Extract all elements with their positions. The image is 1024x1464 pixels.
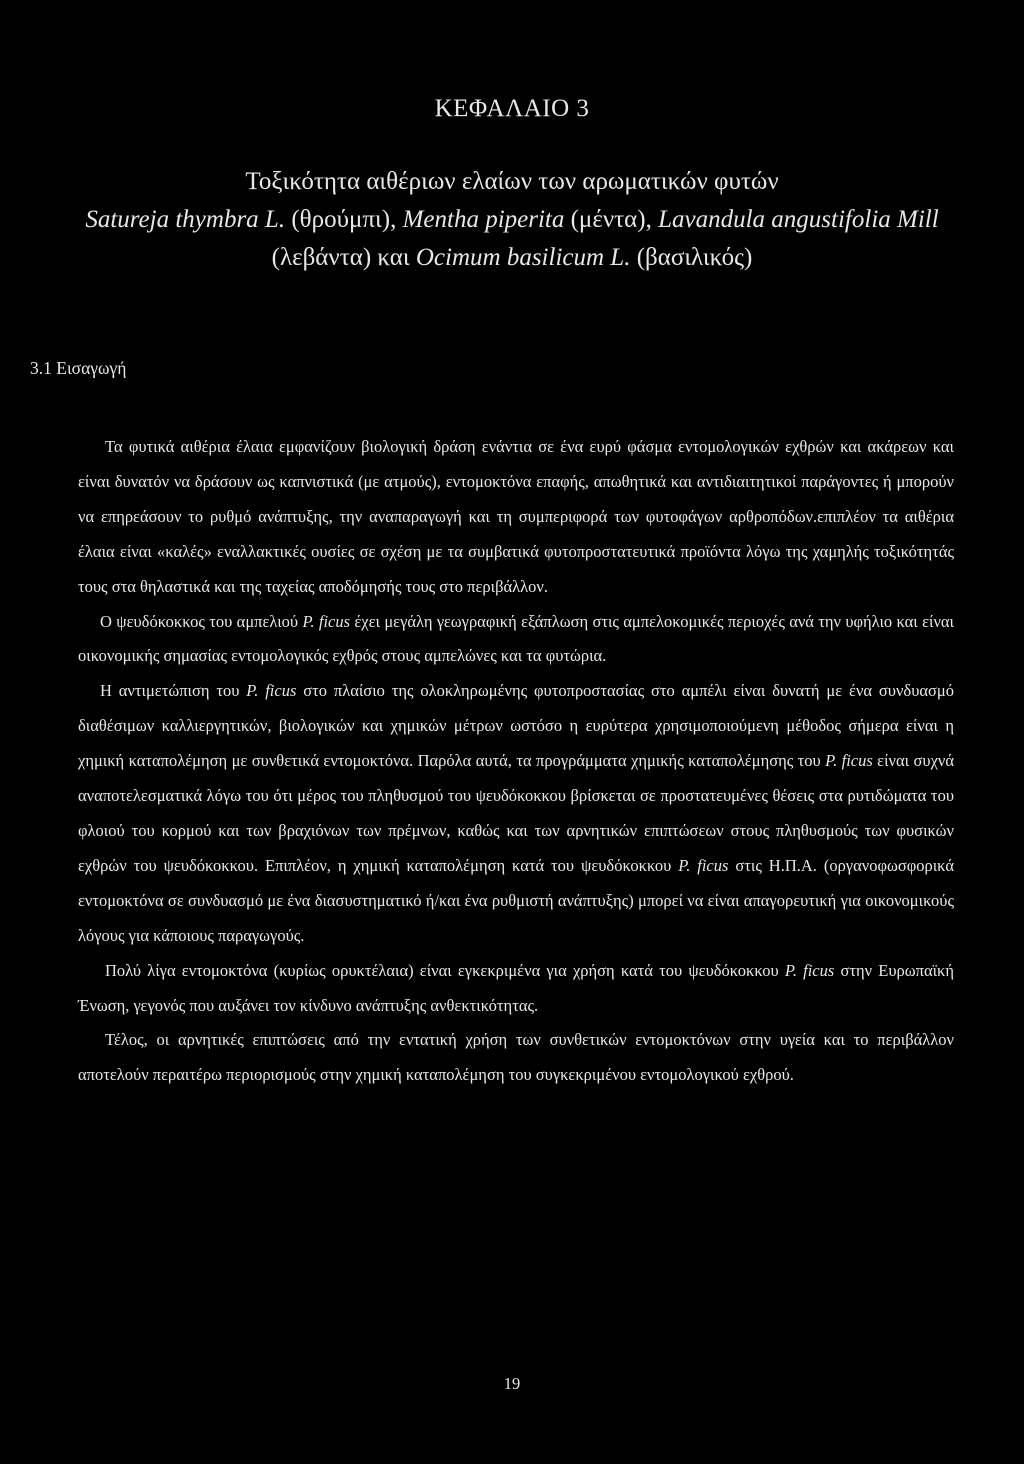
- chapter-title-text: Τοξικότητα αιθέριων ελαίων των αρωματικών φυτών: [245, 168, 779, 195]
- species-name: P. ficus: [246, 681, 297, 701]
- species-name: P. ficus: [302, 611, 351, 631]
- chapter-title-text: (μέντα),: [564, 206, 659, 233]
- chapter-title-text: (λεβάντα) και: [271, 244, 416, 271]
- chapter-title-text: (βασιλικός): [630, 244, 753, 271]
- paragraph-text: Πολύ λίγα εντομοκτόνα (κυρίως ορυκτέλαια) είναι εγκεκριμένα για χρήση κατά του ψευδόκοκκου: [105, 960, 785, 980]
- species-name: Ocimum basilicum L.: [415, 244, 631, 271]
- species-name: P. ficus: [678, 855, 729, 875]
- paragraph-text: στις Η.Π.Α. (οργανοφωσφορικά εντομοκτόνα σε συνδυασμό με ένα διασυστηματικό ή/και ένα ρυθμιστή ανάπτυξης) μπορεί να είναι απαγορευτική για οικονομικούς λόγους για κάποιους παραγωγούς.: [78, 855, 954, 945]
- chapter-title: [60, 163, 964, 277]
- chapter-heading: ΚΕΦΑΛΑΙΟ 3: [434, 95, 590, 122]
- chapter-title-text: (θρούμπι),: [285, 206, 403, 233]
- page-number: 19: [503, 1374, 521, 1393]
- paragraph-text: Η αντιμετώπιση του: [100, 681, 247, 701]
- species-name: P. ficus: [825, 751, 873, 771]
- paragraph: Τέλος, οι αρνητικές επιπτώσεις από την εντατική χρήση των συνθετικών εντομοκτόνων στην υγεία και το περιβάλλον αποτελούν περαιτέρω περιορισμούς στην χημική καταπολέμηση του συγκεκριμένου εντομολογικού εχθρού.: [78, 1030, 954, 1085]
- paragraph-text: Ο ψευδόκοκκος του αμπελιού: [100, 611, 303, 631]
- paragraph-text: στην Ευρωπαϊκή Ένωση, γεγονός που αυξάνει τον κίνδυνο ανάπτυξης ανθεκτικότητας.: [78, 960, 954, 1015]
- paragraph: Τα φυτικά αιθέρια έλαια εμφανίζουν βιολογική δράση ενάντια σε ένα ευρύ φάσμα εντομολογικών εχθρών και ακάρεων και είναι δυνατόν να δράσουν ως καπνιστικά (με ατμούς), εντομοκτόνα επαφής, απωθητικά και αντιδιαιτητικοί παράγοντες ή μπορούν να επηρεάσουν το ρυθμό ανάπτυξης, την αναπαραγωγή και τη συμπεριφορά των φυτοφάγων αρθροπόδων.επιπλέον τα αιθέρια έλαια είναι «καλές» εναλλακτικές ουσίες σε σχέση με τα συμβατικά φυτοπροστατευτικά προϊόντα λόγω της χαμηλής τοξικότητάς τους στα θηλαστικά και της ταχείας αποδόμησής τους στο περιβάλλον.: [78, 437, 954, 596]
- species-name: Mentha piperita: [402, 206, 565, 233]
- paragraph-text: είναι συχνά αναποτελεσματικά λόγω του ότι μέρος του πληθυσμού του ψευδόκοκκου βρίσκεται σε προστατευμένες θέσεις στα ρυτιδώματα του φλοιού του κορμού και των βραχιόνων των πρέμνων, καθώς και των αρνητικών επιπτώσεων στους πληθυσμούς των φυσικών εχθρών του ψευδόκοκκου. Επιπλέον, η χημική καταπολέμηση κατά του ψευδόκοκκου: [78, 751, 954, 875]
- paragraph: [78, 674, 954, 953]
- paragraph-text: έχει μεγάλη γεωγραφική εξάπλωση στις αμπελοκομικές περιοχές ανά την υφήλιο και είναι οικονομικής σημασίας εντομολογικός εχθρός στους αμπελώνες και τα φυτώρια.: [78, 611, 954, 666]
- species-name: Satureja thymbra L.: [85, 206, 286, 233]
- body-text: [78, 430, 954, 1093]
- paragraph: [78, 954, 954, 1024]
- species-name: Lavandula angustifolia Mill: [658, 206, 939, 233]
- paragraph-text: στο πλαίσιο της ολοκληρωμένης φυτοπροστασίας στο αμπέλι είναι δυνατή με ένα συνδυασμό διαθέσιμων καλλιεργητικών, βιολογικών και χημικών μέτρων ωστόσο η ευρύτερα χρησιμοποιούμενη μέθοδος σήμερα είναι η χημική καταπολέμηση με συνθετικά εντομοκτόνα. Παρόλα αυτά, τα προγράμματα χημικής καταπολέμησης του: [78, 681, 955, 771]
- section-heading: 3.1 Εισαγωγή: [30, 358, 127, 378]
- paragraph: [78, 605, 954, 675]
- species-name: P. ficus: [784, 960, 835, 980]
